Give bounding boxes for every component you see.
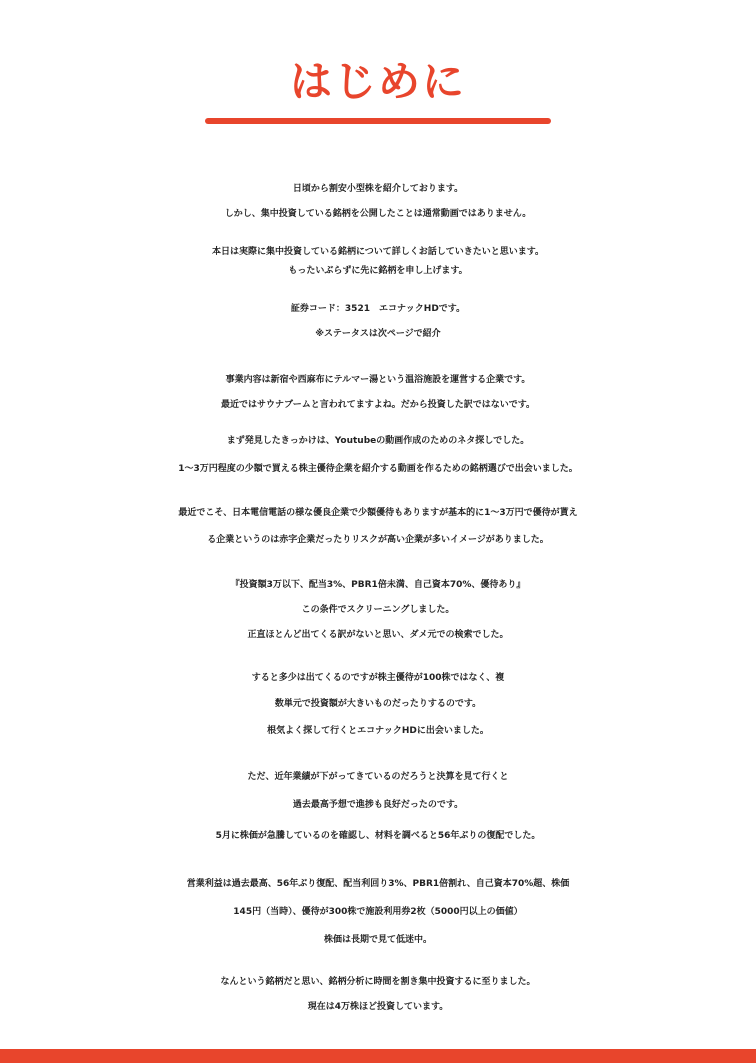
text-line: しかし、集中投資している銘柄を公開したことは通常動画ではありません。	[224, 209, 532, 219]
text-line: この条件でスクリーニングしました。	[301, 605, 455, 615]
text-line: 最近ではサウナブームと言われてますよね。だから投資した訳ではないです。	[220, 400, 535, 410]
text-line: 証券コード：3521 エコナックHDです。	[290, 304, 466, 314]
text-line: 過去最高予想で進捗も良好だったのです。	[292, 800, 464, 810]
text-line: 最近でこそ、日本電信電話の様な優良企業で少額優待もありますが基本的に1～3万円で優待が貰え	[178, 508, 578, 518]
title-underline	[205, 118, 551, 124]
text-line: ※ステータスは次ページで紹介	[315, 329, 441, 339]
text-line: 数単元で投資額が大きいものだったりするのです。	[274, 699, 482, 709]
text-line: 本日は実際に集中投資している銘柄について詳しくお話していきたいと思います。	[211, 247, 545, 257]
text-line: まず発見したきっかけは、Youtubeの動画作成のためのネタ探しでした。	[226, 436, 530, 446]
footer-bar	[0, 1049, 756, 1063]
text-line: 145円（当時）、優待が300株で施設利用券2枚（5000円以上の価値）	[233, 907, 523, 917]
text-line: 『投資額3万以下、配当3%、PBR1倍未満、自己資本70%、優待あり』	[230, 580, 526, 590]
text-line: すると多少は出てくるのですが株主優待が100株ではなく、複	[251, 673, 505, 683]
text-line: 日頃から割安小型株を紹介しております。	[292, 184, 464, 194]
text-line: 事業内容は新宿や西麻布にテルマー湯という温浴施設を運営する企業です。	[225, 375, 531, 385]
page-title: はじめに	[289, 57, 466, 106]
text-line: 1～3万円程度の少額で買える株主優待企業を紹介する動画を作るための銘柄選びで出会いました。	[178, 464, 578, 474]
text-line: 5月に株価が急騰しているのを確認し、材料を調べると56年ぶりの復配でした。	[215, 831, 541, 841]
text-line: 営業利益は過去最高、56年ぶり復配、配当利回り3%、PBR1倍割れ、自己資本70%超、株価	[186, 879, 570, 889]
text-line: 根気よく探して行くとエコナックHDに出会いました。	[267, 726, 489, 736]
text-line: 株価は長期で見て低迷中。	[323, 935, 432, 945]
text-line: ただ、近年業績が下がってきているのだろうと決算を見て行くと	[247, 772, 509, 782]
text-line: もったいぶらずに先に銘柄を申し上げます。	[288, 266, 468, 276]
text-line: 現在は4万株ほど投資しています。	[307, 1002, 449, 1012]
text-line: なんという銘柄だと思い、銘柄分析に時間を割き集中投資するに至りました。	[220, 977, 536, 987]
text-line: 正直ほとんど出てくる訳がないと思い、ダメ元での検索でした。	[247, 630, 509, 640]
text-line: る企業というのは赤字企業だったりリスクが高い企業が多いイメージがありました。	[207, 535, 549, 545]
